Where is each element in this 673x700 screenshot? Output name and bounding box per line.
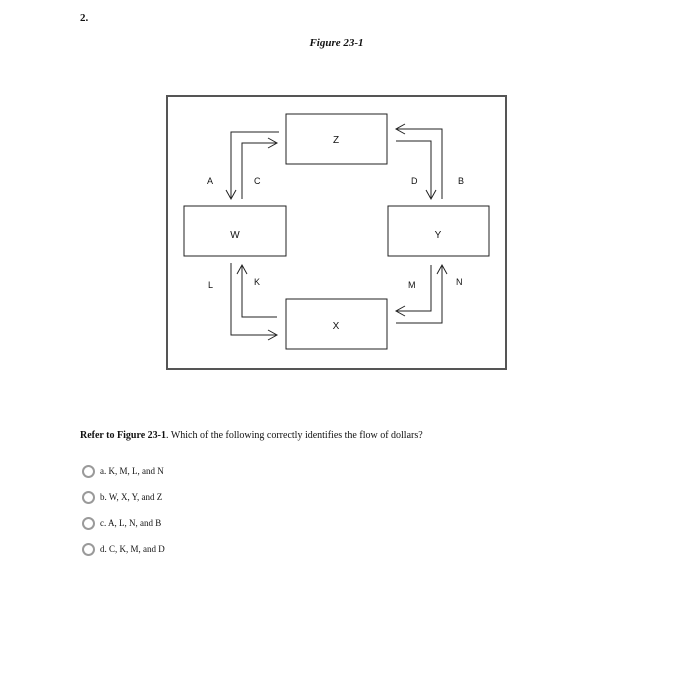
box-right-label: Y [434, 230, 442, 241]
label-n: N [456, 277, 463, 287]
arrow-n [396, 265, 442, 323]
label-m: M [408, 280, 416, 290]
option-c[interactable] [82, 510, 165, 536]
radio-b[interactable] [82, 491, 95, 504]
label-b: B [458, 176, 465, 186]
label-c: C [254, 176, 261, 186]
label-a: A [207, 176, 214, 186]
radio-a[interactable] [82, 465, 95, 478]
option-a-label: a. K, M, L, and N [100, 466, 164, 476]
figure-title: Figure 23-1 [309, 37, 364, 49]
answer-options [82, 458, 165, 562]
option-b-label: b. W, X, Y, and Z [100, 492, 163, 502]
box-left-label: W [230, 230, 240, 241]
label-k: K [254, 277, 261, 287]
question-text [80, 430, 423, 441]
radio-c[interactable] [82, 517, 95, 530]
arrow-a [231, 132, 279, 199]
arrow-c [242, 143, 277, 199]
option-d[interactable] [82, 536, 165, 562]
box-top-label: Z [332, 135, 340, 146]
question-number: 2. [80, 12, 89, 24]
option-d-label: d. C, K, M, and D [100, 544, 165, 554]
label-l: L [208, 280, 214, 290]
option-c-label: c. A, L, N, and B [100, 518, 162, 528]
box-bottom-label: X [332, 321, 340, 332]
circular-flow-diagram [166, 95, 507, 370]
arrow-b [396, 129, 442, 199]
question-body: . Which of the following correctly identifies the flow of dollars? [166, 430, 423, 441]
arrow-d [396, 141, 431, 199]
arrow-k [242, 265, 277, 317]
option-a[interactable] [82, 458, 165, 484]
option-b[interactable] [82, 484, 165, 510]
radio-d[interactable] [82, 543, 95, 556]
arrow-l [231, 263, 277, 335]
figure-reference: Refer to Figure 23-1 [80, 430, 166, 441]
label-d: D [411, 176, 418, 186]
